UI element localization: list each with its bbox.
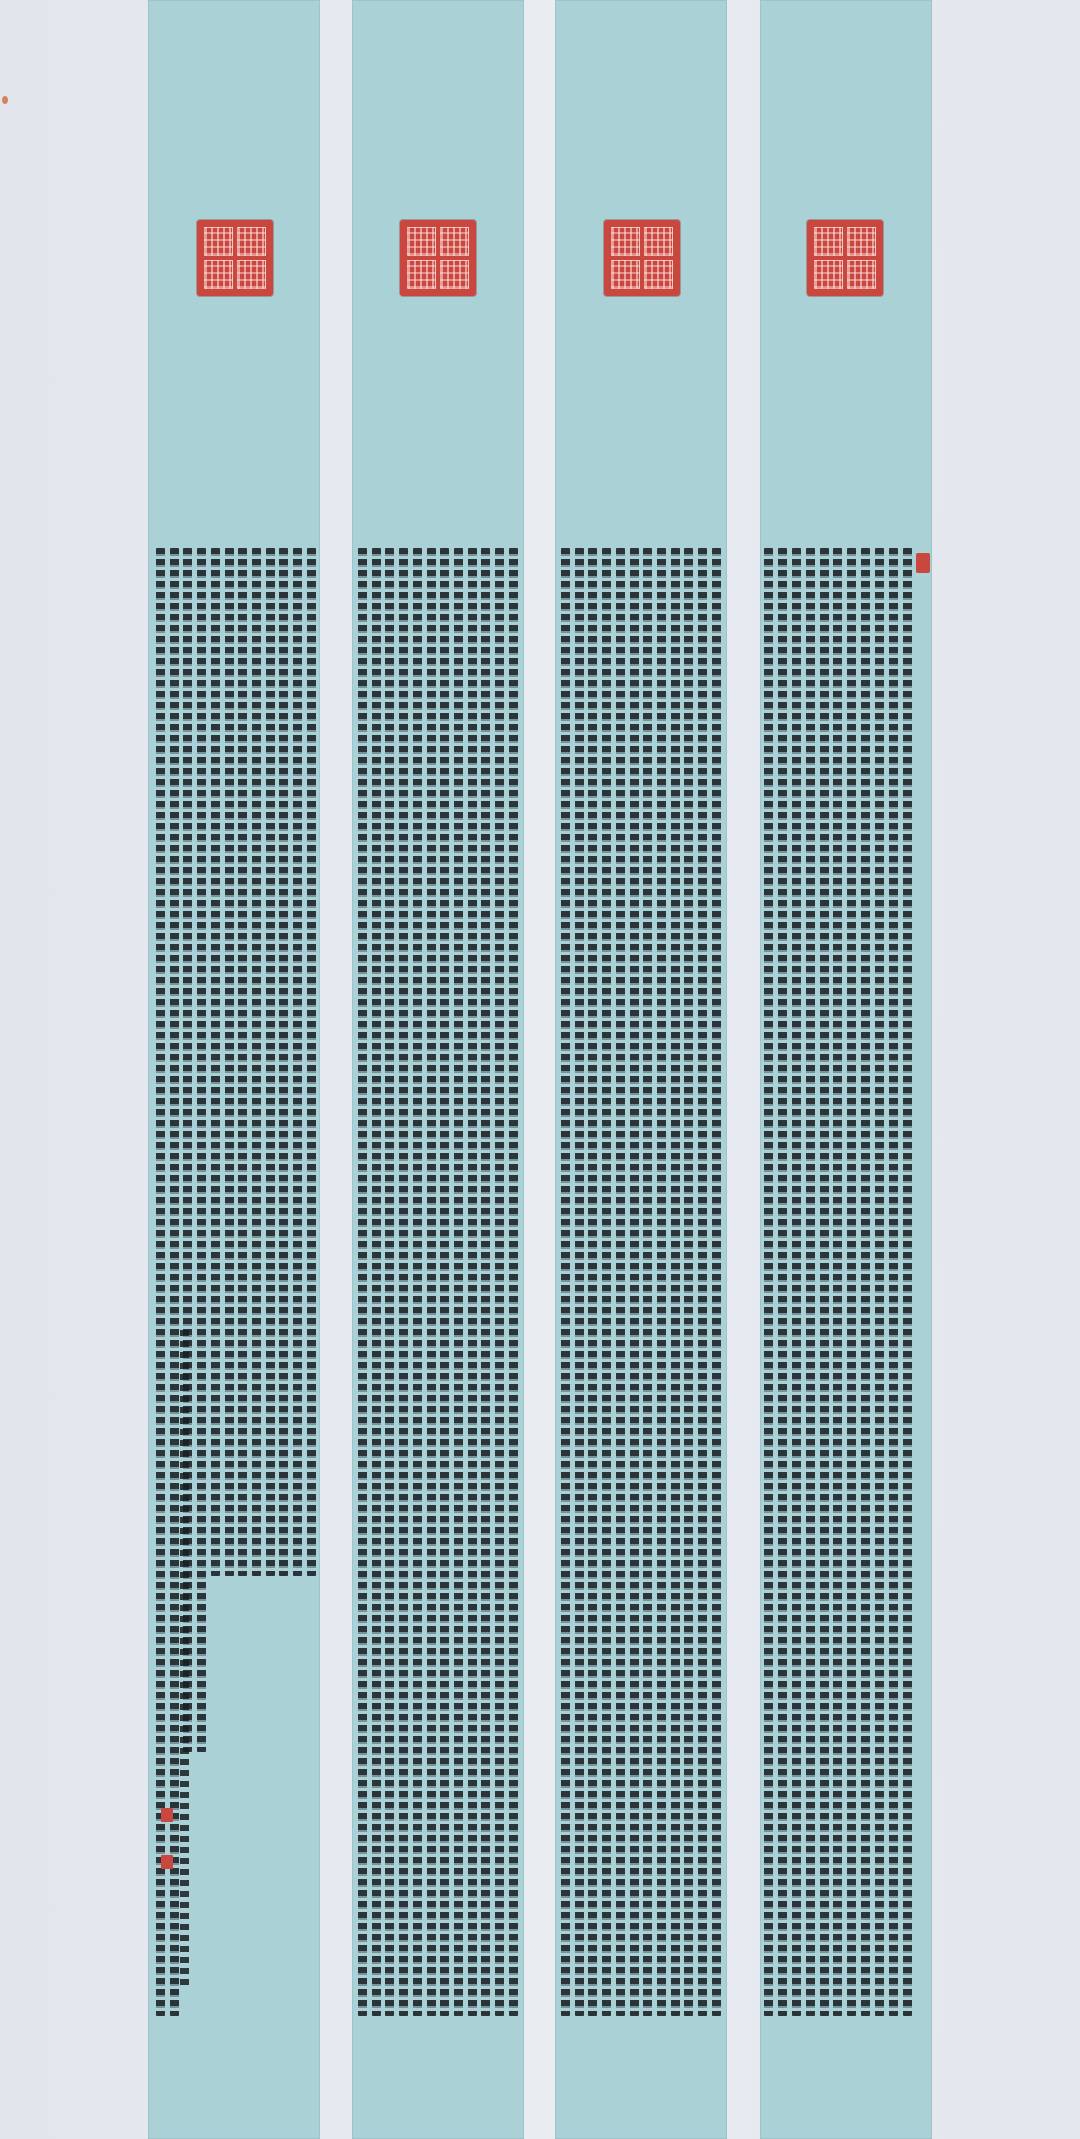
text-column xyxy=(358,548,367,2016)
seal-cell xyxy=(204,260,233,289)
text-column xyxy=(170,548,179,2016)
seal-stamp-1 xyxy=(197,220,273,296)
signature-inscription xyxy=(180,1330,189,1990)
text-column xyxy=(833,548,842,2016)
text-column xyxy=(307,548,316,1576)
text-column xyxy=(764,548,773,2016)
signature-seal-1 xyxy=(161,1808,173,1822)
text-column xyxy=(238,548,247,1576)
seal-cell xyxy=(611,260,640,289)
seal-cell xyxy=(440,227,469,256)
edge-mark xyxy=(2,96,8,104)
text-block-3 xyxy=(561,548,721,2016)
seal-cell xyxy=(814,227,843,256)
seal-stamp-2 xyxy=(400,220,476,296)
seal-cell xyxy=(440,260,469,289)
seal-cell xyxy=(644,227,673,256)
text-column xyxy=(225,548,234,1576)
text-column xyxy=(279,548,288,1576)
text-column xyxy=(385,548,394,2016)
text-column xyxy=(427,548,436,2016)
seal-cell xyxy=(644,260,673,289)
text-column xyxy=(575,548,584,2016)
text-column xyxy=(875,548,884,2016)
text-column xyxy=(252,548,261,1576)
seal-cell xyxy=(407,260,436,289)
text-column xyxy=(399,548,408,2016)
seal-stamp-4 xyxy=(807,220,883,296)
seal-cell xyxy=(611,227,640,256)
text-column xyxy=(454,548,463,2016)
text-column xyxy=(266,548,275,1576)
text-column xyxy=(630,548,639,2016)
text-column xyxy=(481,548,490,2016)
text-column xyxy=(643,548,652,2016)
seal-stamp-3 xyxy=(604,220,680,296)
text-column xyxy=(602,548,611,2016)
text-column xyxy=(847,548,856,2016)
text-column xyxy=(712,548,721,2016)
text-column xyxy=(616,548,625,2016)
text-column xyxy=(671,548,680,2016)
text-column xyxy=(792,548,801,2016)
text-column xyxy=(468,548,477,2016)
corner-seal xyxy=(916,553,930,573)
seal-cell xyxy=(847,227,876,256)
text-column xyxy=(293,548,302,1576)
text-column xyxy=(372,548,381,2016)
text-column xyxy=(413,548,422,2016)
text-column xyxy=(903,548,912,2016)
text-column xyxy=(820,548,829,2016)
text-block-2 xyxy=(358,548,518,2016)
text-block-4 xyxy=(764,548,912,2016)
text-column xyxy=(698,548,707,2016)
text-column xyxy=(778,548,787,2016)
text-column xyxy=(509,548,518,2016)
seal-cell xyxy=(407,227,436,256)
seal-cell xyxy=(237,260,266,289)
text-column xyxy=(806,548,815,2016)
seal-cell xyxy=(814,260,843,289)
text-column xyxy=(211,548,220,1576)
signature-seal-2 xyxy=(161,1855,173,1869)
text-column xyxy=(561,548,570,2016)
text-column xyxy=(657,548,666,2016)
text-column xyxy=(156,548,165,2016)
seal-cell xyxy=(204,227,233,256)
text-column xyxy=(684,548,693,2016)
text-column xyxy=(440,548,449,2016)
seal-cell xyxy=(847,260,876,289)
text-column xyxy=(889,548,898,2016)
text-column xyxy=(197,548,206,1752)
text-column xyxy=(588,548,597,2016)
text-column xyxy=(495,548,504,2016)
seal-cell xyxy=(237,227,266,256)
text-column xyxy=(861,548,870,2016)
